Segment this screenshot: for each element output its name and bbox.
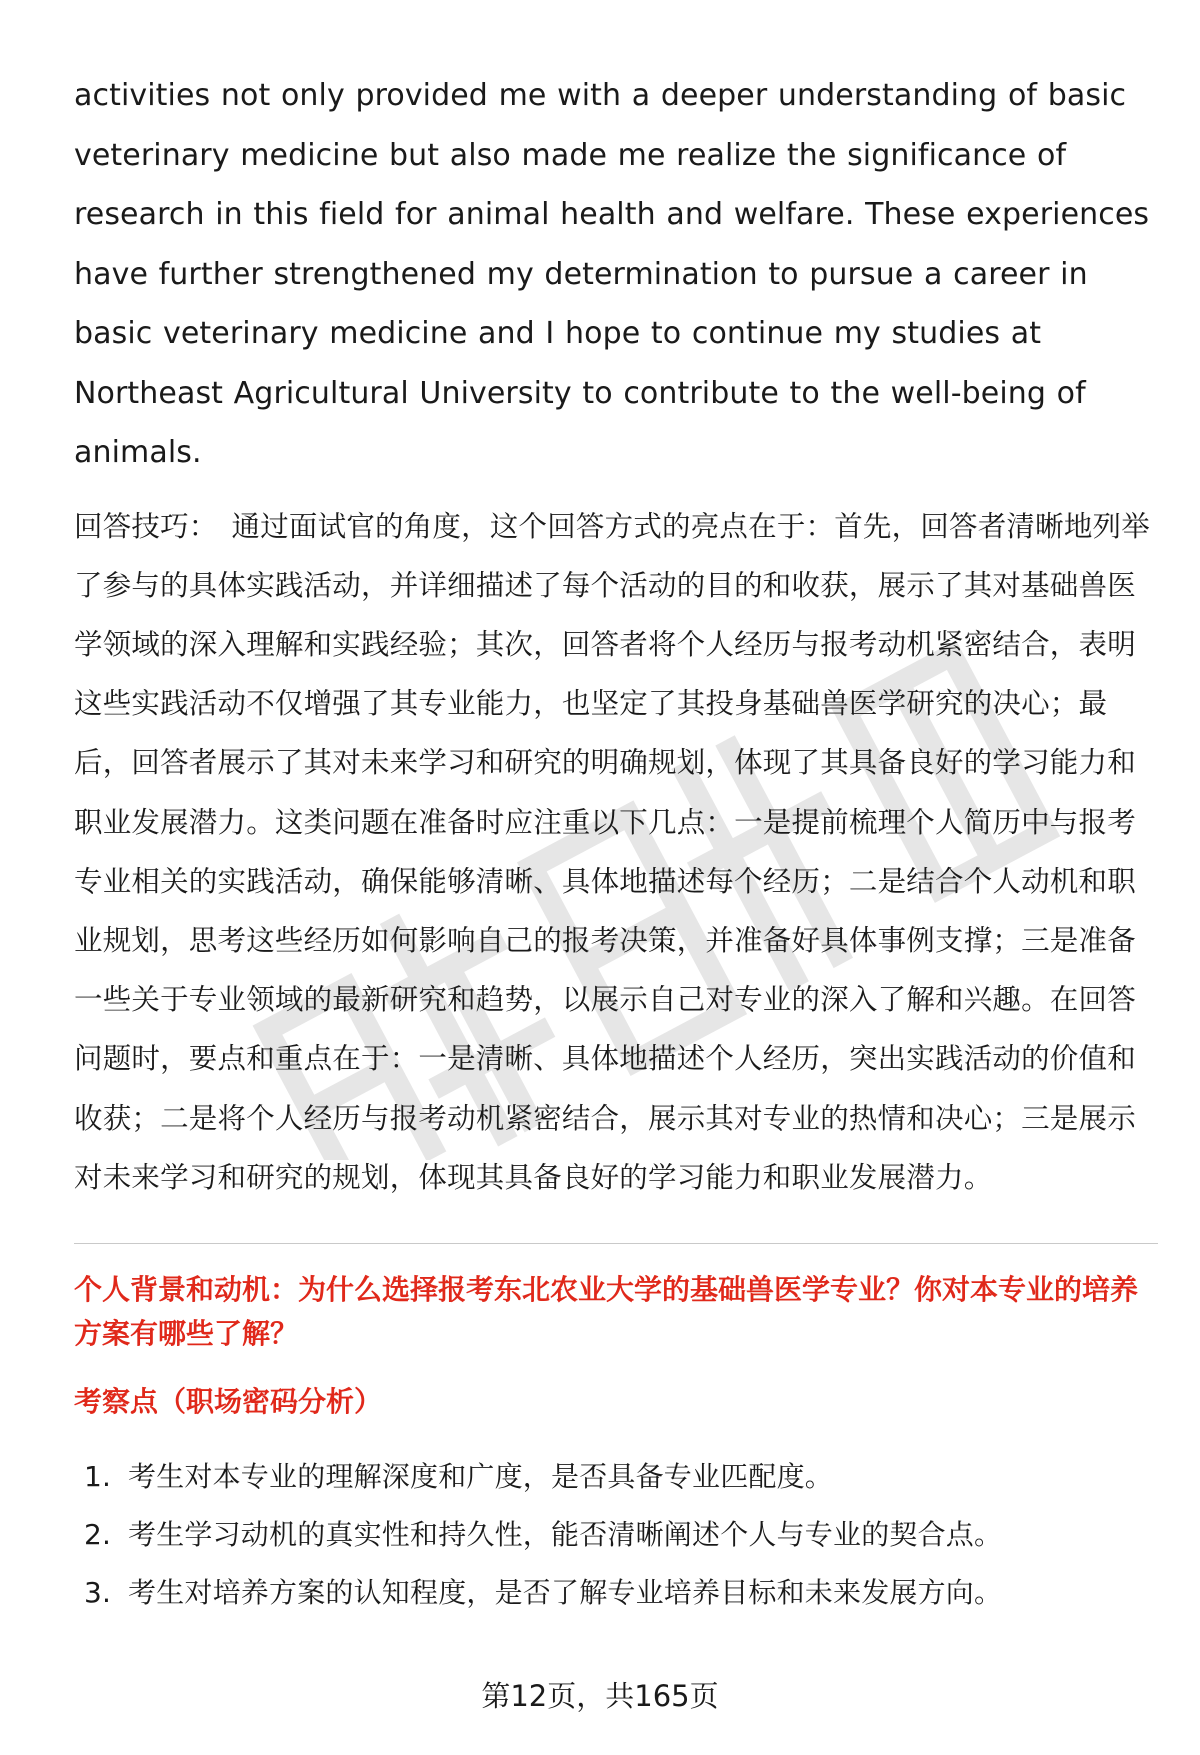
tips-text: 通过面试官的角度，这个回答方式的亮点在于：首先，回答者清晰地列举了参与的具体实践活动，并详细描述了每个活动的目的和收获，展示了其对基础兽医学领域的深入理解和实践经验；其次，回答者将个人经历与报考动机紧密结合，表明这些实践活动不仅增强了其专业能力，也坚定了其投身基础兽医学研究的决心；最后，回答者展示了其对未来学习和研究的明确规划，体现了其具备良好的学习能力和职业发展潜力。这类问题在准备时应注重以下几点：一是提前梳理个人简历中与报考专业相关的实践活动，确保能够清晰、具体地描述每个经历；二是结合个人动机和职业规划，思考这些经历如何影响自己的报考决策，并准备好具体事例支撑；三是准备一些关于专业领域的最新研究和趋势，以展示自己对专业的深入了解和兴趣。在回答问题时，要点和重点在于：一是清晰、具体地描述个人经历，突出实践活动的价值和收获；二是将个人经历与报考动机紧密结合，展示其对专业的热情和决心；三是展示对未来学习和研究的规划，体现其具备良好的学习能力和职业发展潜力。 [74,509,1150,1194]
list-item [74,1448,1160,1506]
list-item-number: 1. [84,1459,112,1493]
tips-label: 回答技巧： [74,509,218,543]
page-content [74,66,1160,1622]
list-item [74,1506,1160,1564]
answer-tips-paragraph [74,497,1160,1207]
section-divider [74,1243,1158,1244]
list-item-text: 考生对培养方案的认知程度，是否了解专业培养目标和未来发展方向。 [128,1575,1003,1609]
list-item-text: 考生对本专业的理解深度和广度，是否具备专业匹配度。 [128,1459,834,1493]
list-item [74,1564,1160,1622]
answer-continuation-paragraph: activities not only provided me with a deeper understanding of basic veterinary medicine but also made me realize the significance of research in this field for animal health and welfare. These experiences have further strengthened my determination to pursue a career in basic veterinary medicine and I hope to continue my studies at Northeast Agricultural University to contribute to the well-being of animals. [74,78,1150,470]
list-item-number: 3. [84,1575,112,1609]
list-item-number: 2. [84,1517,112,1551]
list-item-text: 考生学习动机的真实性和持久性，能否清晰阐述个人与专业的契合点。 [128,1517,1003,1551]
question-title: 个人背景和动机：为什么选择报考东北农业大学的基础兽医学专业？你对本专业的培养方案有哪些了解？ [74,1272,1139,1350]
points-heading: 考察点（职场密码分析） [74,1384,383,1418]
page-number-footer: 第12页，共165页 [481,1679,719,1713]
assessment-points-list [74,1448,1160,1622]
